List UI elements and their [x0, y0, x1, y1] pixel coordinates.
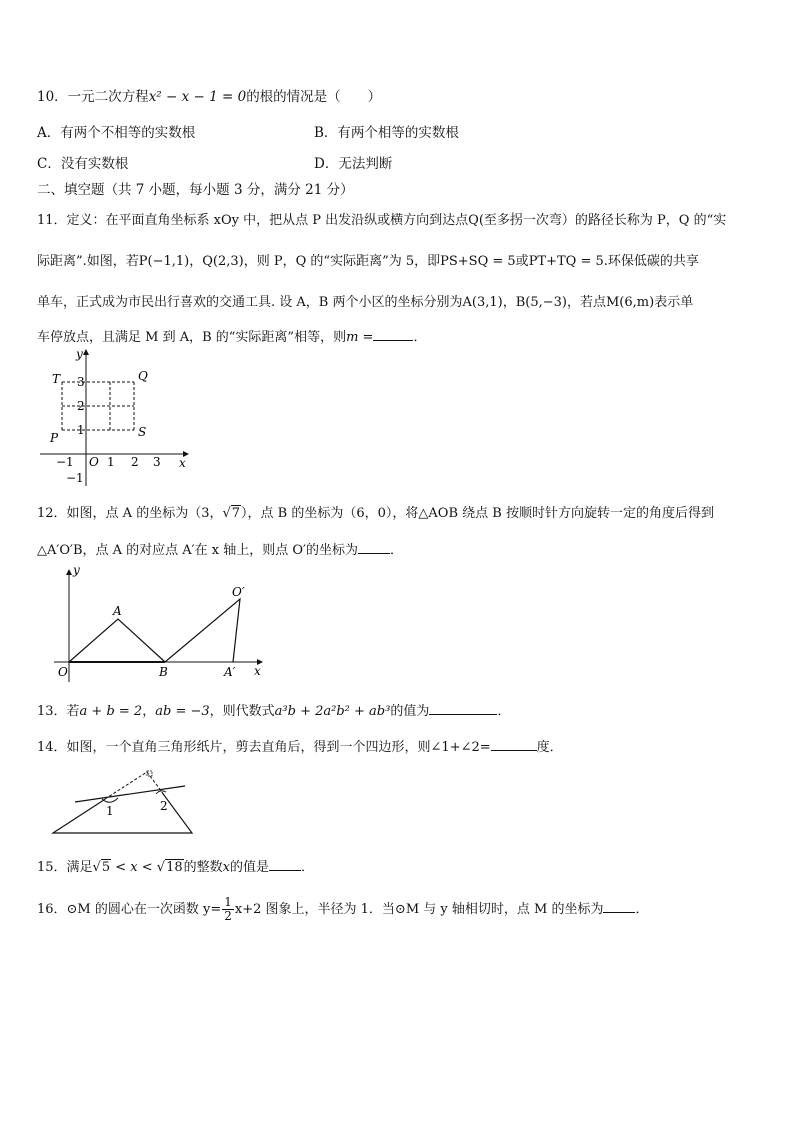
q12-label-o-prime: O′ — [232, 585, 245, 599]
q12-label-b: B — [159, 665, 168, 679]
q14-angle-2-arc — [156, 791, 166, 794]
q14-triangle-figure — [50, 768, 195, 838]
q11-line4: 车停放点，且满足 M 到 A，B 的“实际距离”相等，则m = ． — [37, 330, 427, 345]
q11-origin-label: O — [89, 455, 99, 469]
q12-label-y: y — [73, 563, 80, 577]
q14-answer-blank[interactable] — [491, 738, 537, 751]
q11-point-p-label: P — [50, 431, 59, 445]
q10-option-b[interactable]: B．有两个相等的实数根 — [314, 125, 459, 141]
q12-answer-blank[interactable] — [358, 541, 390, 554]
q11-x-tick: 2 — [131, 455, 139, 469]
q11-y-tick: 1 — [77, 423, 85, 437]
q10-option-d[interactable]: D．无法判断 — [314, 156, 393, 172]
q14-angle-2-label: 2 — [160, 799, 168, 813]
q12-rotation-figure — [52, 564, 267, 686]
q12-triangle-aob — [69, 619, 165, 662]
q11-x-tick: −1 — [56, 455, 74, 469]
q11-y-tick: −1 — [66, 471, 84, 485]
q14-triangle-outline — [53, 772, 192, 833]
q12-line2: △A′O′B，点 A 的对应点 A′在 x 轴上，则点 O′的坐标为 ． — [37, 543, 403, 558]
q16-answer-blank[interactable] — [603, 900, 635, 913]
q11-line2: 际距离”.如图，若P(−1,1)，Q(2,3)，则 P，Q 的“实际距离”为 5，即PS+SQ = 5或PT+TQ = 5.环保低碳的共享 — [37, 254, 699, 269]
q11-x-tick: 1 — [107, 455, 115, 469]
q10-stem: 10．一元二次方程x² − x − 1 = 0的根的情况是（ ） — [37, 89, 382, 105]
q15-line: 15．满足√5 < x < √18的整数x的值是 ． — [37, 860, 315, 875]
q10-option-a[interactable]: A．有两个不相等的实数根 — [37, 125, 196, 141]
q11-line1: 11．定义：在平面直角坐标系 xOy 中，把从点 P 出发沿纵或横方向到达点Q(至多拐一次弯）的路径长称为 P，Q 的“实 — [37, 213, 727, 228]
q10-equation: x² − x − 1 = 0 — [148, 89, 247, 105]
q11-line3: 单车，正式成为市民出行喜欢的交通工具. 设 A，B 两个小区的坐标分别为A(3,1)，B(5,−3)，若点M(6,m)表示单 — [37, 295, 694, 310]
q11-coordinate-figure — [38, 346, 198, 488]
q16-fraction: $\frac{1}{2}$ — [224, 895, 232, 923]
q14-cut-line — [75, 786, 185, 802]
q11-answer-blank[interactable] — [373, 328, 413, 341]
q12-label-o: O — [58, 665, 68, 679]
q11-point-q-label: Q — [138, 369, 148, 383]
q12-label-a-prime: A′ — [224, 665, 236, 679]
q12-label-a: A — [113, 604, 122, 618]
q11-point-s-label: S — [138, 425, 147, 439]
q12-triangle-a-prime-o-prime-b — [165, 599, 240, 662]
q11-point-t-label: T — [52, 372, 61, 386]
q13-line: 13．若a + b = 2，ab = −3，则代数式a³b + 2a²b² + ab³的值为 ． — [37, 704, 511, 719]
q11-y-tick: 2 — [77, 399, 85, 413]
q11-y-axis-label: y — [76, 347, 83, 361]
q12-label-x: x — [254, 664, 261, 678]
q10-option-c[interactable]: C．没有实数根 — [37, 156, 129, 172]
q11-x-axis-label: x — [179, 456, 186, 470]
q11-x-tick: 3 — [153, 455, 161, 469]
q11-y-tick: 3 — [77, 375, 85, 389]
q14-line: 14．如图，一个直角三角形纸片，剪去直角后，得到一个四边形，则∠1+∠2= 度． — [37, 740, 563, 755]
q16-line: 16．⊙M 的圆心在一次函数 y= $\frac{1}{2}$ x+2 图象上，半径为 1．当⊙M 与 y 轴相切时，点 M 的坐标为 ． — [37, 895, 649, 923]
q14-angle-1-label: 1 — [106, 804, 114, 818]
section-fill-in-heading: 二、填空题（共 7 小题，每小题 3 分，满分 21 分） — [37, 182, 354, 198]
q15-answer-blank[interactable] — [269, 858, 301, 871]
q13-answer-blank[interactable] — [429, 702, 497, 715]
q12-line1: 12．如图，点 A 的坐标为（3，√7），点 B 的坐标为（6，0），将△AOB 绕点 B 按顺时针方向旋转一定的角度后得到 — [37, 506, 714, 521]
